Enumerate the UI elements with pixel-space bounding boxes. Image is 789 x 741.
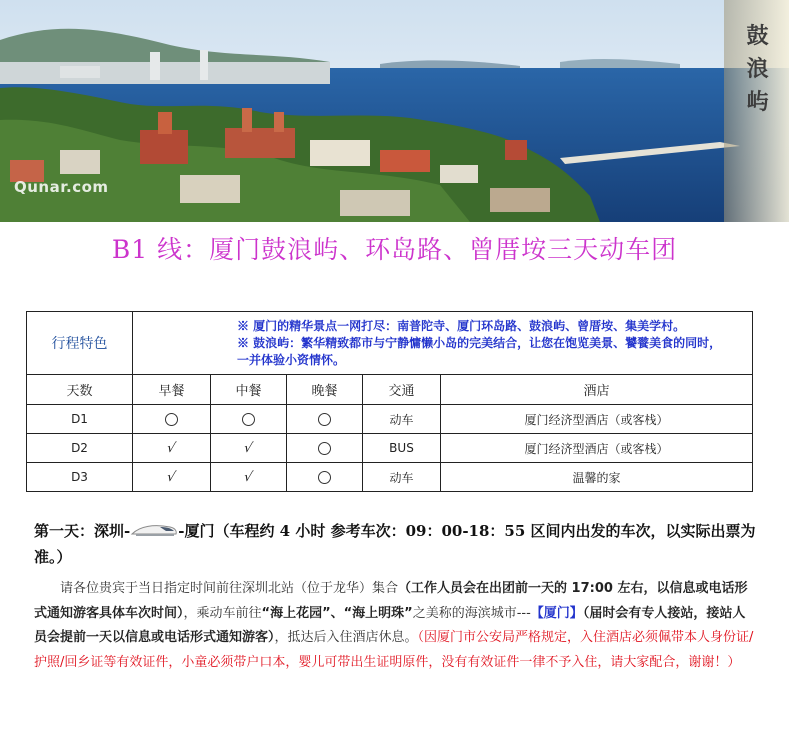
cell-hotel: 厦门经济型酒店（或客栈） xyxy=(441,405,753,434)
cell-dinner xyxy=(287,434,363,463)
meal-not-included-icon xyxy=(318,413,331,426)
cell-breakfast xyxy=(133,434,211,463)
features-label: 行程特色 xyxy=(27,312,133,375)
col-header-hotel: 酒店 xyxy=(441,375,753,405)
train-icon xyxy=(130,520,178,540)
page-title: B1 线：厦门鼓浪屿、环岛路、曾厝垵三天动车团 xyxy=(111,235,678,264)
meal-not-included-icon xyxy=(165,413,178,426)
text-nickname: “海上花园”、“海上明珠” xyxy=(261,605,413,621)
feature-line: ※ 鼓浪屿：繁华精致都市与宁静慵懒小岛的完美结合，让您在饱览美景、饕餮美食的同时， xyxy=(237,335,722,350)
table-row xyxy=(27,434,753,463)
cell-lunch xyxy=(211,463,287,492)
meal-not-included-icon xyxy=(318,471,331,484)
day1-heading-pre: 第一天：深圳- xyxy=(34,522,131,540)
gulangyu-landscape-image xyxy=(0,0,789,222)
meal-included-icon: √ xyxy=(165,440,178,456)
side-title: 鼓浪屿 xyxy=(746,23,769,115)
features-row xyxy=(27,312,753,375)
cell-hotel: 温馨的家 xyxy=(441,463,753,492)
table-row xyxy=(27,463,753,492)
itinerary-table xyxy=(26,311,753,492)
meal-not-included-icon xyxy=(318,442,331,455)
col-header-dinner: 晚餐 xyxy=(287,375,363,405)
text-gather: 请各位贵宾于当日指定时间前往深圳北站（位于龙华）集合 xyxy=(60,581,399,596)
day1-heading xyxy=(34,518,756,570)
cell-day: D2 xyxy=(27,434,133,463)
text-checkin: ，抵达后入住酒店休息。 xyxy=(274,630,418,645)
watermark: Qunar.com xyxy=(14,178,109,196)
table-row xyxy=(27,405,753,434)
day1-heading-post: -厦门（车程约 4 小时 参考车次：09：00-18：55 区间内出发的车次，以实际出票为准。） xyxy=(34,522,756,566)
cell-breakfast xyxy=(133,463,211,492)
meal-not-included-icon xyxy=(242,413,255,426)
day1-description xyxy=(34,577,756,675)
cell-day: D1 xyxy=(27,405,133,434)
feature-line: ※ 厦门的精华景点一网打尽：南普陀寺、厦门环岛路、鼓浪屿、曾厝垵、集美学村。 xyxy=(237,318,686,333)
side-title-panel xyxy=(724,0,789,222)
text-pickup: （届时会有专人接站，接站人员会提前一天以信息或电话形式通知游客） xyxy=(34,605,746,645)
cell-breakfast xyxy=(133,405,211,434)
feature-line: 一并体验小资情怀。 xyxy=(237,352,346,367)
text-xiamen: 【厦门】 xyxy=(530,605,583,621)
features-text xyxy=(133,312,753,375)
col-header-breakfast: 早餐 xyxy=(133,375,211,405)
cell-hotel: 厦门经济型酒店（或客栈） xyxy=(441,434,753,463)
col-header-day: 天数 xyxy=(27,375,133,405)
text-city: 之美称的海滨城市--- xyxy=(412,605,531,621)
cell-day: D3 xyxy=(27,463,133,492)
cell-transport: 动车 xyxy=(363,463,441,492)
text-id-warning: （因厦门市公安局严格规定，入住酒店必须佩带本人身份证/护照/回乡证等有效证件，小童必须带户口本，婴儿可带出生证明原件，没有有效证件一律不予入住，请大家配合，谢谢！） xyxy=(34,630,754,670)
cell-dinner xyxy=(287,405,363,434)
table-header xyxy=(27,375,753,405)
hero-banner xyxy=(0,0,789,222)
col-header-lunch: 中餐 xyxy=(211,375,287,405)
cell-transport: BUS xyxy=(363,434,441,463)
meal-included-icon: √ xyxy=(165,469,178,485)
text-take-train: ，乘动车前往 xyxy=(183,605,262,621)
cell-lunch xyxy=(211,405,287,434)
meal-included-icon: √ xyxy=(242,440,255,456)
cell-lunch xyxy=(211,434,287,463)
cell-dinner xyxy=(287,463,363,492)
meal-included-icon: √ xyxy=(242,469,255,485)
text-notice: （工作人员会在出团前一天的 17:00 左右，以信息或电话形式通知游客具体车次时间） xyxy=(34,581,748,621)
cell-transport: 动车 xyxy=(363,405,441,434)
col-header-transport: 交通 xyxy=(363,375,441,405)
